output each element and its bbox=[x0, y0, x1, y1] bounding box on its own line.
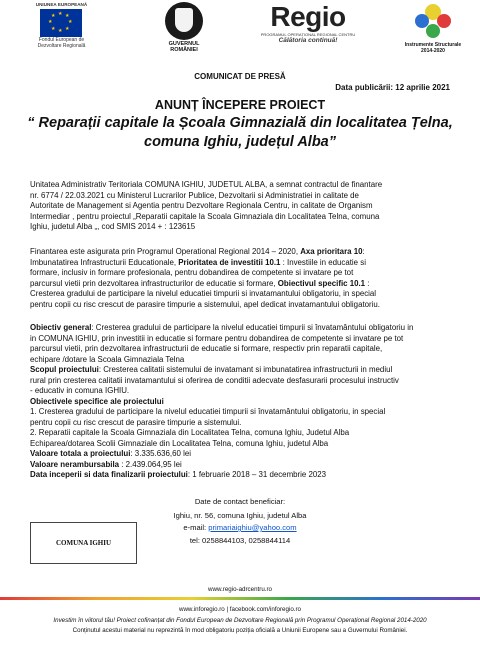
footer-slogan: Investim în viitorul tău! Proiect cofinanțat din Fondul European de Dezvoltare Regională prin Programul Operațional Regional 2014-2020 bbox=[53, 617, 427, 624]
project-scope-line-1: Scopul proiectului: Cresterea calitatii sistemului de invatamant si imbunatatirea infrastructurii in mediul bbox=[30, 365, 393, 374]
intro-line-5: Ighiu, judetul Alba „, cod SMIS 2014 + : 123615 bbox=[30, 222, 196, 231]
project-period: Data inceperii si data finalizarii proiectului: 1 februarie 2018 – 31 decembrie 2023 bbox=[30, 470, 327, 479]
specific-objectives-heading: Obiectivele specifice ale proiectului bbox=[30, 396, 164, 406]
government-logo bbox=[155, 2, 213, 53]
specific-objective-line-4: Echiparea/dotarea Scolii Gimnaziale din Localitatea Telna, comuna Ighiu, judetul Alba bbox=[30, 438, 329, 448]
project-title-line-2: comuna Ighiu, județul Alba” bbox=[144, 134, 336, 150]
eu-flag-icon: ★ ★ ★ ★ ★ ★ ★ ★ bbox=[40, 9, 82, 37]
regio-program-text: PROGRAMUL OPERAȚIONAL REGIONAL CENTRU bbox=[260, 32, 356, 37]
funding-line-6: pentru copii cu risc crescut de parasire timpurie a sistemului, apel dedicat invatamantului obligatoriu. bbox=[30, 299, 380, 309]
eu-fund-text-2: Dezvoltare Regională bbox=[37, 43, 86, 49]
government-text: GUVERNUL ROMÂNIEI bbox=[168, 41, 200, 53]
general-objective-line-4: echipare /dotare la Scoala Gimnaziala Telna bbox=[30, 354, 185, 364]
intro-line-2: nr. 6774 / 22.03.2021 cu Ministerul Lucrarilor Publice, Dezvoltarii si Administratiei in calitate de bbox=[30, 190, 359, 200]
publication-date: Data publicării: 12 aprilie 2021 bbox=[335, 83, 450, 92]
regio-website: www.regio-adrcentru.ro bbox=[208, 586, 272, 593]
general-objective-line-2: in COMUNA IGHIU, prin investitii in educatie si formare pentru dobandirea de competente si invatare pe tot bbox=[30, 333, 404, 343]
footer-disclaimer: Conținutul acestui material nu reprezintă în mod obligatoriu poziția oficială a Uniunii Europene sau a Guvernului României. bbox=[72, 627, 408, 634]
intro-line-4: Intermediar , pentru proiectul „Reparatii capitale la Scoala Gimnaziala din Localitatea Telna, comuna bbox=[30, 211, 380, 221]
contact-title: Date de contact beneficiar: bbox=[194, 497, 286, 506]
contact-address: Ighiu, nr. 56, comuna Ighiu, judetul Alba bbox=[173, 510, 307, 520]
structural-instruments-text-2: 2014-2020 bbox=[421, 48, 445, 54]
structural-instruments-text-1: Instrumente Structurale bbox=[404, 42, 462, 48]
specific-objective-line-2: pentru copii cu risc crescut de parasire timpurie a sistemului. bbox=[30, 417, 242, 427]
funding-line-4: parcursul vietii prin dezvoltarea infrastructurilor de educatie si formare, Obiectivul specific 10.1 : bbox=[30, 278, 370, 288]
non-reimbursable-value: Valoare nerambursabila : 2.439.064,95 lei bbox=[30, 459, 182, 469]
eu-logo bbox=[14, 2, 109, 49]
regio-logo bbox=[253, 2, 363, 44]
eu-top-text: UNIUNEA EUROPEANĂ bbox=[35, 2, 88, 7]
project-scope-line-2: rural prin cresterea calitatii invatamantului si oferirea de conditii adecvate desfasurarii procesului instructiv bbox=[30, 375, 399, 385]
specific-objective-line-1: 1. Cresterea gradului de participare la nivelul educatiei timpurii si învatamântului obligatoriu, in special bbox=[30, 407, 386, 416]
funding-line-5: Cresterea gradului de participare la nivelul educatiei timpurii si invatamantului obligatoriu, in special bbox=[30, 289, 377, 298]
contact-block bbox=[0, 497, 480, 546]
announcement-title: ANUNȚ ÎNCEPERE PROIECT bbox=[154, 98, 326, 112]
press-release-label: COMUNICAT DE PRESĂ bbox=[194, 72, 286, 81]
eu-fund-text-1: Fondul European de bbox=[38, 37, 85, 43]
specific-objective-line-3: 2. Reparatii capitale la Scoala Gimnaziala din Localitatea Telna, comuna Ighiu, Judetul Alba bbox=[30, 428, 350, 437]
footer-links: www.inforegio.ro | facebook.com/inforegio.ro bbox=[179, 606, 301, 613]
regio-tagline: Călătoria continuă! bbox=[278, 37, 338, 44]
funding-line-3: formare, inclusiv in formare profesionala, pentru dobandirea de competente si invatare pe tot bbox=[30, 268, 354, 277]
email-link[interactable]: primariaighiu@yahoo.com bbox=[208, 523, 297, 532]
structural-instruments-icon bbox=[411, 2, 455, 42]
intro-line-1: Unitatea Administrativ Teritoriala COMUNA IGHIU, JUDETUL ALBA, a semnat contractul de finantare bbox=[30, 180, 383, 189]
funding-line-2: Imbunatatirea Infrastructurii Educationale, Prioritatea de investitii 10.1 : Investiile in educatie si bbox=[30, 257, 366, 267]
contact-email: e-mail: primariaighiu@yahoo.com bbox=[183, 523, 297, 532]
total-value: Valoare totala a proiectului: 3.335.636,60 lei bbox=[30, 449, 191, 458]
intro-line-3: Autoritate de Management si Agentia pentru Dezvoltare Regionala Centru, in calitate de Organism bbox=[30, 201, 373, 210]
coat-of-arms-icon bbox=[165, 2, 203, 40]
general-objective-line-1: Obiectiv general: Cresterea gradului de participare la nivelul educatiei timpurii si învatamântului obligatoriu in bbox=[30, 323, 414, 332]
general-objective-line-3: parcursul vietii, prin dezvoltarea infrastructurii de educatie si formare, respectiv prin reparatii capitale, bbox=[30, 344, 383, 353]
project-title-line-1: “ Reparații capitale la Școala Gimnazială din localitatea Țelna, bbox=[27, 115, 453, 131]
funding-line-1: Finantarea este asigurata prin Programul Operational Regional 2014 – 2020, Axa prioritara 10: bbox=[30, 247, 365, 256]
project-scope-line-3: - educativ in comuna IGHIU. bbox=[30, 386, 130, 395]
contact-phone: tel: 0258844103, 0258844114 bbox=[189, 535, 291, 545]
regio-wordmark: Regio bbox=[270, 1, 346, 32]
color-divider bbox=[0, 597, 480, 600]
structural-instruments-logo bbox=[398, 2, 468, 54]
beneficiary-stamp: COMUNA IGHIU bbox=[30, 522, 137, 564]
